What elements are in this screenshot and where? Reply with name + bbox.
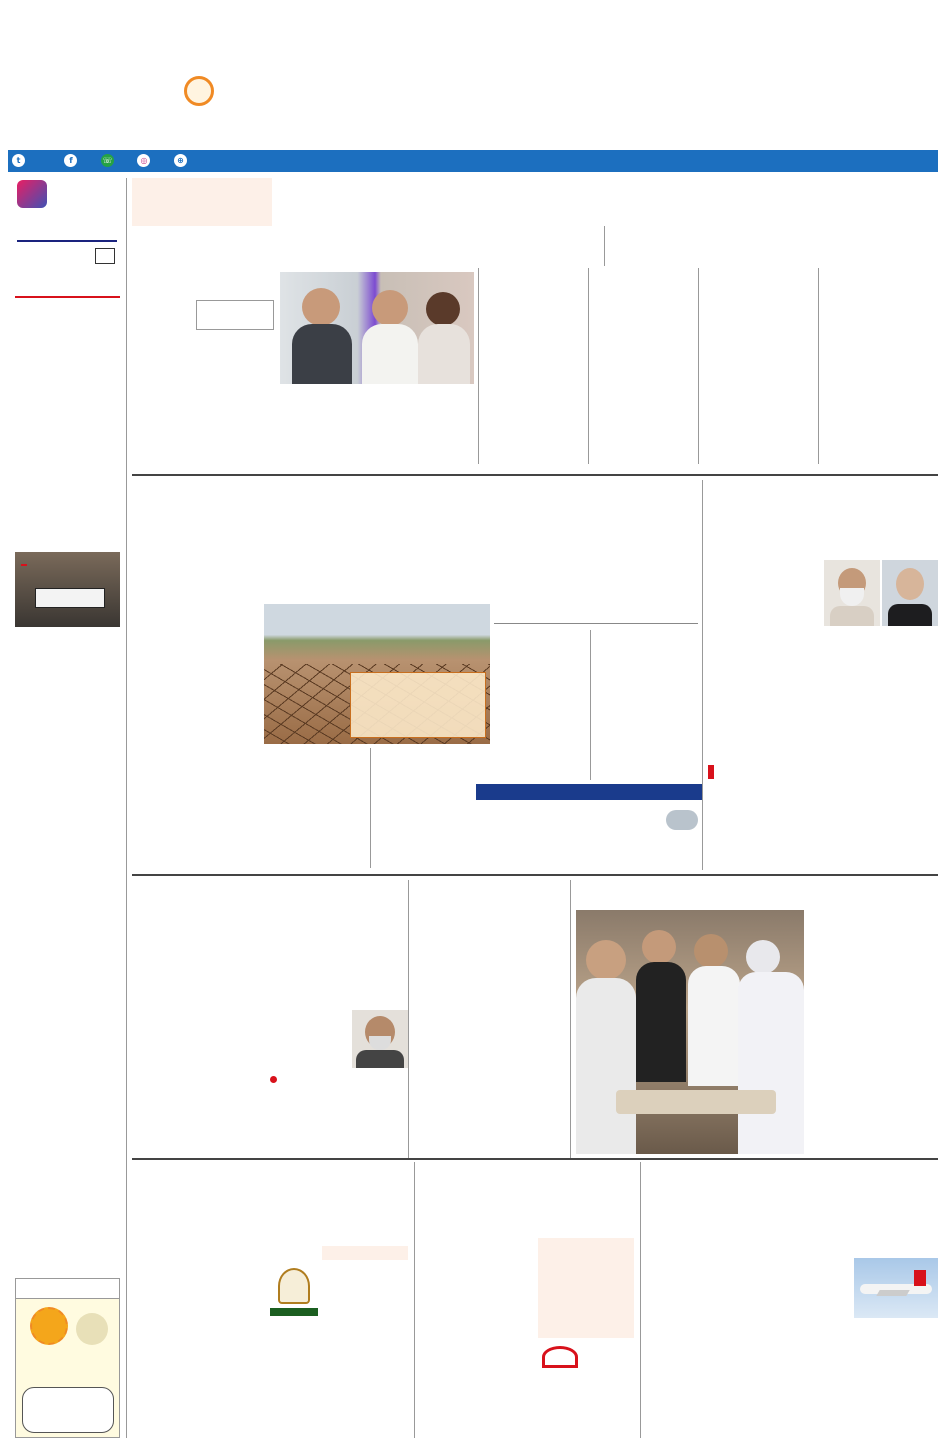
anniversary-box [812, 103, 937, 143]
scindia-col-rahul [592, 268, 694, 464]
flight-byline [646, 1242, 768, 1264]
aap-body [420, 1262, 532, 1438]
scindia-col-questions [482, 268, 584, 464]
web-icon: ⊕ [174, 154, 187, 167]
musk-caption [882, 628, 938, 638]
air-india-plane-photo [854, 1258, 938, 1318]
rain-headline-1 [132, 502, 697, 548]
vivek-body [414, 952, 566, 1154]
number-plate-photo [15, 552, 120, 627]
facebook-icon: f [64, 154, 77, 167]
cartoon-box [15, 1278, 120, 1438]
whatsapp-icon: ☏ [102, 155, 113, 165]
scindia-body-1 [132, 264, 272, 464]
musk-headline [708, 482, 938, 534]
number-plate [35, 588, 105, 608]
musk-sub [708, 538, 938, 556]
vivek-photo [352, 1010, 408, 1068]
emblem-icon [278, 1268, 310, 1304]
musk-photo [882, 560, 938, 626]
rain-section-1 [264, 748, 366, 868]
scindia-sub-1 [282, 226, 600, 266]
bbc-headline [708, 764, 938, 780]
brief-2-body [15, 630, 120, 828]
ipl-box [15, 178, 120, 266]
ipl-page-ref[interactable] [95, 248, 115, 264]
quill-logo-icon [184, 76, 214, 106]
ipl-logo-icon [17, 180, 47, 208]
sold-stamp [21, 564, 27, 566]
it-byline [132, 1246, 266, 1270]
musk-byline [708, 560, 818, 584]
it-headline-2 [132, 1212, 408, 1242]
rain-cloud-icon [666, 810, 698, 830]
aap-logo [538, 1340, 582, 1384]
rain-body [132, 640, 260, 860]
scindia-sub-2 [608, 226, 938, 266]
quote-bullet-icon [270, 1076, 277, 1083]
it-side-label [322, 1246, 408, 1260]
aap-party-list [538, 1238, 634, 1338]
exclusive-badge [196, 300, 274, 330]
bbc-body [708, 784, 938, 868]
chhatarpur-body [132, 996, 266, 1154]
rain-effect-2 [594, 630, 702, 780]
scindia-rahul-priyanka-photo [280, 272, 474, 384]
modi-photo [824, 560, 880, 626]
bbc-label [708, 765, 714, 779]
rain-effects-label [494, 608, 698, 624]
brief-3 [15, 828, 120, 1014]
income-tax-emblem [270, 1264, 318, 1318]
brief-2-headline [15, 503, 120, 547]
corona-source [808, 1143, 938, 1155]
aap-headline-2 [420, 1188, 634, 1216]
rain-probability-title [476, 784, 702, 800]
flight-headline-2 [646, 1210, 938, 1238]
scindia-col-follow [822, 268, 938, 464]
aap-byline [420, 1238, 538, 1260]
chhatarpur-quote [270, 1068, 404, 1154]
rain-kicker [132, 480, 697, 498]
it-headline-1 [132, 1184, 408, 1214]
sun-icon [30, 1307, 68, 1345]
aap-logo-text [542, 1346, 578, 1368]
ipl-time [17, 240, 117, 242]
flight-kicker [646, 1162, 938, 1182]
it-kicker [132, 1162, 408, 1182]
musk-body [708, 588, 818, 758]
scindia-kicker [132, 178, 272, 226]
scindia-photo-caption [280, 388, 474, 464]
cartoon-bubble [22, 1387, 114, 1433]
rain-effect-1 [476, 630, 586, 780]
rain-assessment-box [350, 672, 486, 738]
rain-probability-table [476, 802, 702, 866]
scindia-byline [132, 232, 272, 258]
corona-more[interactable] [808, 1130, 938, 1142]
scindia-col-dispute [702, 268, 814, 464]
modi-caption [824, 628, 880, 638]
brief-1 [15, 300, 120, 500]
date-block [20, 18, 150, 136]
rain-byline [132, 604, 260, 628]
it-body [132, 1274, 266, 1438]
rain-headline-2 [132, 550, 697, 596]
brief-4 [15, 1016, 120, 1276]
rain-section-2 [374, 748, 490, 868]
aap-body-2 [586, 1340, 634, 1438]
mockdrill-photo [576, 910, 804, 1154]
musk-body-2 [824, 642, 938, 758]
it-body-2 [322, 1264, 408, 1438]
corona-headline [490, 880, 938, 906]
flight-side-head [772, 1242, 938, 1256]
chhatarpur-byline [132, 968, 266, 992]
scindia-headline [282, 178, 937, 222]
news-brief-label [15, 276, 120, 294]
chhatarpur-sub [132, 944, 404, 964]
flight-headline-1 [646, 1184, 938, 1212]
corona-body [808, 910, 938, 1128]
aap-sub [420, 1216, 634, 1234]
chhatarpur-headline-1 [132, 880, 404, 912]
estd-year [440, 118, 560, 132]
aap-headline-1 [420, 1162, 634, 1190]
moon-icon [76, 1313, 108, 1345]
social-strip [8, 150, 938, 172]
flight-body [646, 1268, 768, 1438]
instagram-icon: ◎ [137, 154, 150, 167]
newspaper-title [180, 24, 780, 116]
chhatarpur-headline-2 [132, 910, 404, 942]
twitter-icon: t [12, 154, 25, 167]
